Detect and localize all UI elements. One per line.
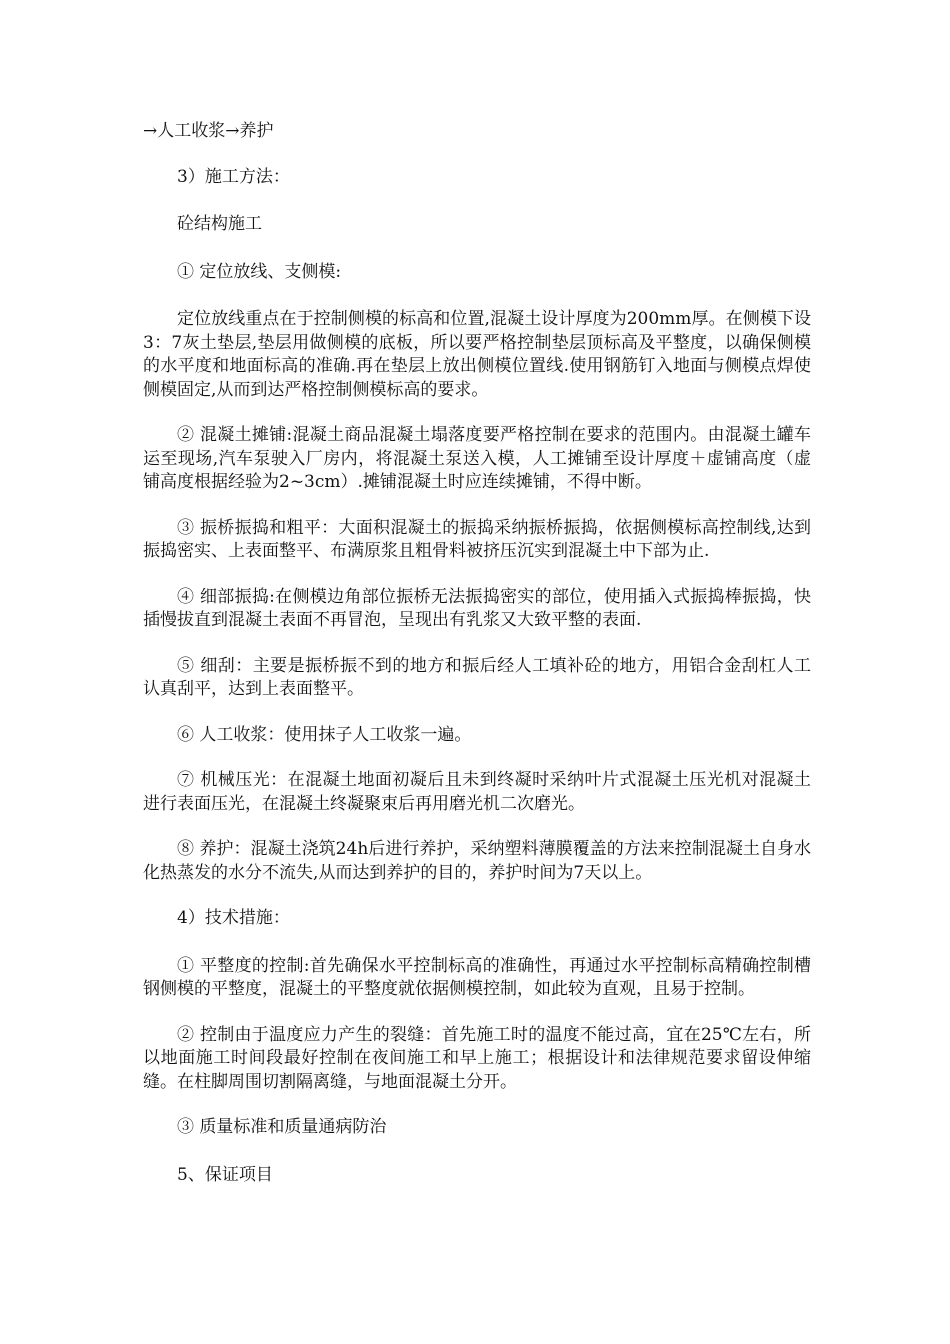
section-3-heading: 3）施工方法： [177, 166, 290, 187]
step-1-heading: ① 定位放线、支侧模: [177, 261, 342, 282]
step-4-paragraph: ④ 细部振捣:在侧模边角部位振桥无法振捣密实的部位，使用插入式振捣棒振捣，快插慢拔直到混凝土表面不再冒泡，呈现出有乳浆又大致平整的表面. [143, 586, 811, 630]
tech-3-heading: ③ 质量标准和质量通病防治 [177, 1117, 387, 1137]
step-1-body: 定位放线重点在于控制侧模的标高和位置,混凝土设计厚度为200mm厚。在侧模下设3：7灰土垫层,垫层用做侧模的底板，所以要严格控制垫层顶标高及平整度，以确保侧模的水平度和地面标高的准确.再在垫层上放出侧模位置线.使用钢筋钉入地面与侧模点焊使侧模固定,从而到达严格控制侧模标高的要求。 [143, 309, 811, 400]
tech-1-paragraph: ① 平整度的控制:首先确保水平控制标高的准确性，再通过水平控制标高精确控制槽钢侧模的平整度，混凝土的平整度就依据侧模控制，如此较为直观，且易于控制。 [143, 955, 811, 999]
document-body [143, 120, 811, 1211]
tech-2-paragraph: ② 控制由于温度应力产生的裂缝：首先施工时的温度不能过高，宜在25℃左右，所以地面施工时间段最好控制在夜间施工和早上施工；根据设计和法律规范要求留设伸缩缝。在柱脚周围切割隔离缝，与地面混凝土分开。 [143, 1024, 811, 1092]
step-3-paragraph: ③ 振桥振捣和粗平：大面积混凝土的振捣采纳振桥振捣，依据侧模标高控制线,达到振捣密实、上表面整平、布满原浆且粗骨料被挤压沉实到混凝土中下部为止. [143, 517, 811, 561]
step-5-paragraph: ⑤ 细刮：主要是振桥振不到的地方和振后经人工填补砼的地方，用铝合金刮杠人工认真刮平，达到上表面整平。 [143, 655, 811, 699]
flow-tail-line: →人工收浆→养护 [143, 121, 274, 141]
step-6-paragraph: ⑥ 人工收浆：使用抹子人工收浆一遍。 [177, 724, 472, 745]
step-2-paragraph: ② 混凝土摊铺:混凝土商品混凝土塌落度要严格控制在要求的范围内。由混凝土罐车运至现场,汽车泵驶入厂房内，将混凝土泵送入模，人工摊铺至设计厚度＋虚铺高度（虚铺高度根据经验为2~3cm）.摊铺混凝土时应连续摊铺，不得中断。 [143, 425, 811, 492]
step-7-paragraph: ⑦ 机械压光：在混凝土地面初凝后且未到终凝时采纳叶片式混凝土压光机对混凝土进行表面压光，在混凝土终凝聚束后再用磨光机二次磨光。 [143, 770, 811, 814]
concrete-structure-heading: 砼结构施工 [177, 214, 262, 234]
section-4-heading: 4）技术措施： [177, 908, 290, 928]
step-8-paragraph: ⑧ 养护：混凝土浇筑24h后进行养护，采纳塑料薄膜覆盖的方法来控制混凝土自身水化热蒸发的水分不流失,从而达到养护的目的，养护时间为7天以上。 [143, 839, 811, 883]
section-5-heading: 5、保证项目 [177, 1164, 273, 1185]
